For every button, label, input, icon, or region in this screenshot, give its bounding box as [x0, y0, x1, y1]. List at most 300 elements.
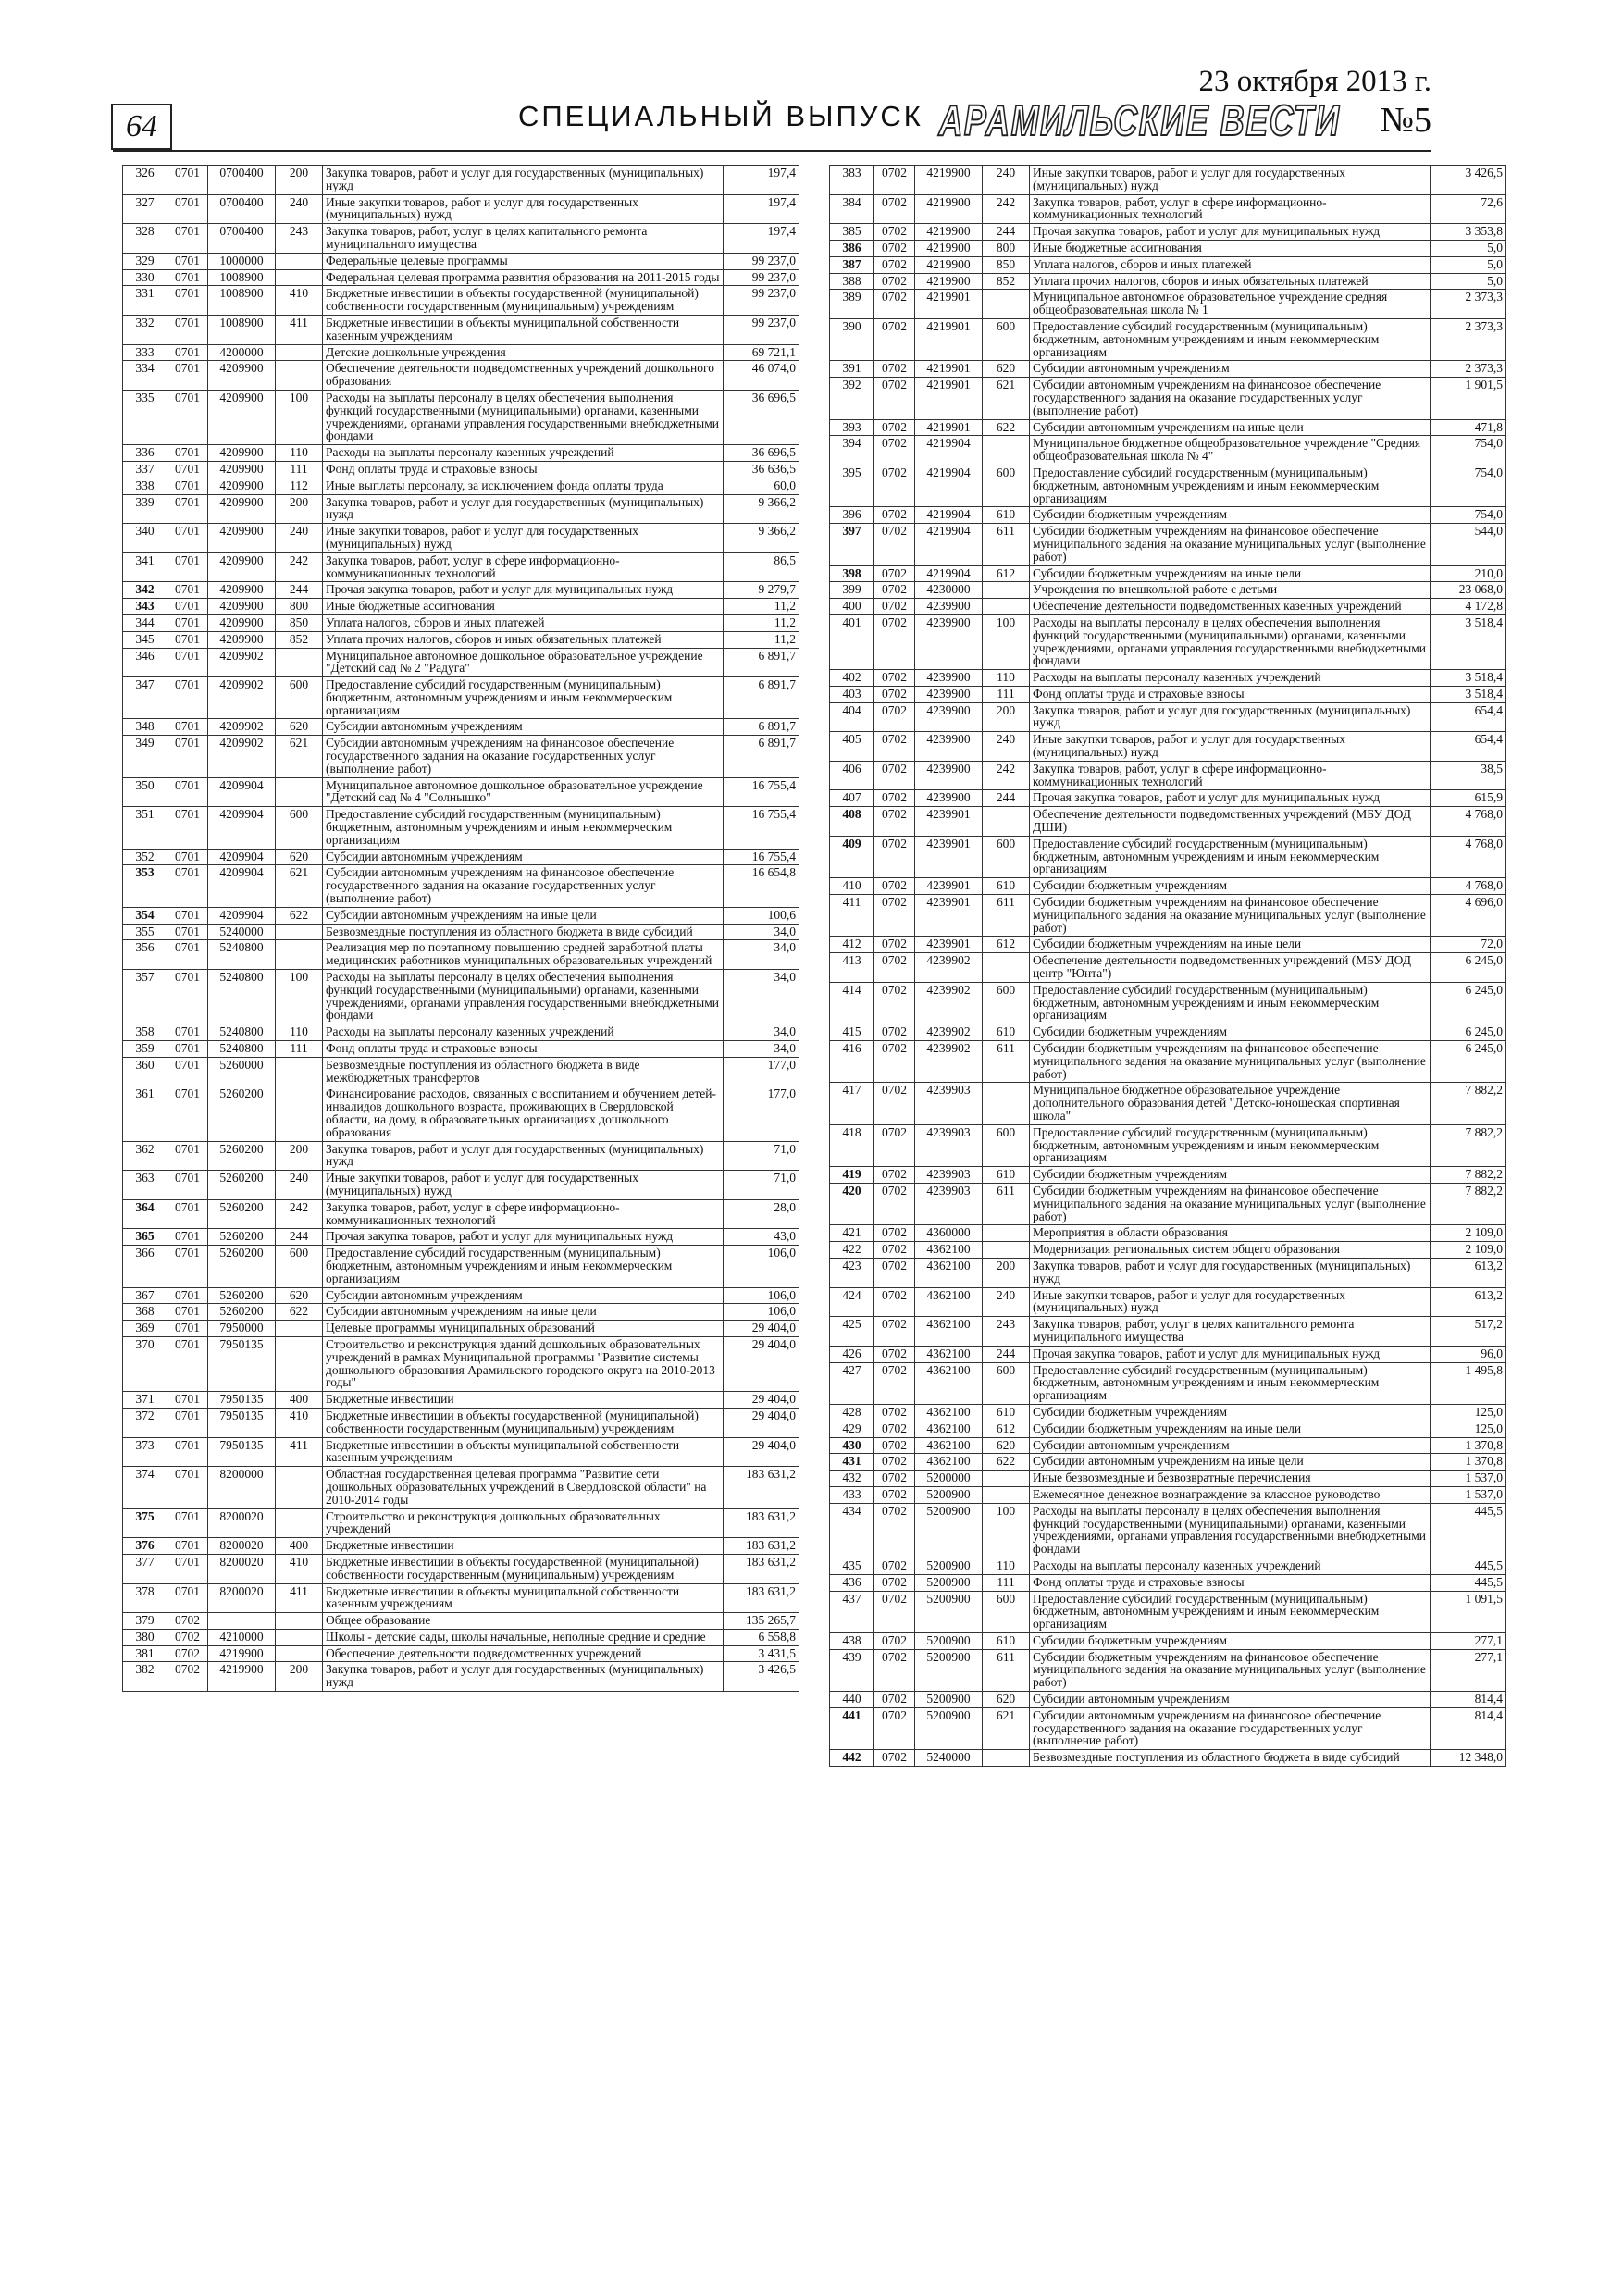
- section-code: 0702: [874, 1024, 915, 1041]
- target-code: 4239902: [915, 953, 983, 983]
- row-number: 438: [830, 1632, 874, 1649]
- row-number: 441: [830, 1707, 874, 1749]
- section-code: 0702: [874, 1486, 915, 1503]
- expense-name: Субсидии бюджетным учреждениям на иные цели: [1030, 937, 1431, 953]
- expense-type: 200: [276, 1662, 323, 1692]
- amount: 106,0: [724, 1304, 799, 1321]
- expense-type: 400: [276, 1538, 323, 1555]
- expense-name: Уплата прочих налогов, сборов и иных обязательных платежей: [323, 631, 724, 648]
- row-number: 362: [123, 1141, 167, 1171]
- section-code: 0702: [874, 1083, 915, 1124]
- expense-name: Субсидии бюджетным учреждениям: [1030, 1404, 1431, 1421]
- row-number: 433: [830, 1486, 874, 1503]
- amount: 99 237,0: [724, 253, 799, 269]
- expense-type: 200: [983, 1258, 1030, 1287]
- table-row: [123, 1508, 799, 1538]
- section-code: 0702: [874, 1041, 915, 1083]
- amount: 125,0: [1431, 1421, 1506, 1437]
- expense-type: [276, 1629, 323, 1645]
- table-row: [123, 648, 799, 677]
- table-row: [830, 290, 1506, 319]
- table-row: [830, 790, 1506, 807]
- target-code: 4219901: [915, 290, 983, 319]
- row-number: 380: [123, 1629, 167, 1645]
- amount: 5,0: [1431, 273, 1506, 290]
- section-code: 0701: [167, 1336, 208, 1391]
- target-code: 4209900: [208, 478, 276, 494]
- expense-type: [983, 807, 1030, 837]
- amount: 135 265,7: [724, 1613, 799, 1630]
- table-row: [123, 1024, 799, 1041]
- amount: 100,6: [724, 907, 799, 924]
- row-number: 416: [830, 1041, 874, 1083]
- row-number: 382: [123, 1662, 167, 1692]
- row-number: 427: [830, 1362, 874, 1404]
- expense-name: Иные закупки товаров, работ и услуг для государственных (муниципальных) нужд: [323, 524, 724, 553]
- table-row: [830, 1649, 1506, 1691]
- section-code: 0701: [167, 552, 208, 582]
- amount: 6 245,0: [1431, 953, 1506, 983]
- row-number: 417: [830, 1083, 874, 1124]
- section-code: 0702: [874, 836, 915, 877]
- table-row: [830, 1404, 1506, 1421]
- target-code: 4219900: [915, 166, 983, 195]
- expense-name: Обеспечение деятельности подведомственных учреждений дошкольного образования: [323, 361, 724, 391]
- amount: 11,2: [724, 599, 799, 615]
- expense-name: Обеспечение деятельности подведомственных учреждений (МБУ ДОД ДШИ): [1030, 807, 1431, 837]
- target-code: 4239902: [915, 982, 983, 1024]
- expense-name: Предоставление субсидий государственным (муниципальным) бюджетным, автономным учреждениям и иным некоммерческим организациям: [323, 807, 724, 849]
- expense-type: 800: [276, 599, 323, 615]
- row-number: 411: [830, 895, 874, 937]
- table-row: [123, 1287, 799, 1304]
- row-number: 357: [123, 970, 167, 1024]
- target-code: 5260200: [208, 1246, 276, 1287]
- target-code: 4219901: [915, 378, 983, 419]
- table-row: [830, 1024, 1506, 1041]
- expense-type: 240: [983, 1287, 1030, 1317]
- expense-type: 410: [276, 1554, 323, 1583]
- section-code: 0702: [874, 507, 915, 524]
- section-code: 0702: [874, 1287, 915, 1317]
- row-number: 406: [830, 761, 874, 790]
- expense-name: Субсидии бюджетным учреждениям на иные цели: [1030, 1421, 1431, 1437]
- row-number: 378: [123, 1583, 167, 1613]
- target-code: 5200900: [915, 1574, 983, 1591]
- target-code: 4219901: [915, 361, 983, 378]
- expense-type: 610: [983, 507, 1030, 524]
- table-row: [123, 865, 799, 907]
- expense-name: Целевые программы муниципальных образований: [323, 1321, 724, 1337]
- expense-name: Закупка товаров, работ, услуг в сфере информационно-коммуникационных технологий: [323, 1199, 724, 1229]
- expense-type: 243: [983, 1317, 1030, 1347]
- expense-name: Бюджетные инвестиции в объекты муниципальной собственности казенным учреждениям: [323, 315, 724, 344]
- expense-type: 611: [983, 524, 1030, 565]
- amount: 754,0: [1431, 436, 1506, 465]
- expense-name: Предоставление субсидий государственным (муниципальным) бюджетным, автономным учреждениям и иным некоммерческим организациям: [323, 1246, 724, 1287]
- expense-name: Закупка товаров, работ и услуг для государственных (муниципальных) нужд: [323, 494, 724, 524]
- amount: 23 068,0: [1431, 582, 1506, 599]
- expense-name: Субсидии автономным учреждениям: [323, 849, 724, 865]
- expense-type: 620: [983, 361, 1030, 378]
- target-code: 4219904: [915, 524, 983, 565]
- section-code: 0702: [874, 1404, 915, 1421]
- target-code: 8200020: [208, 1554, 276, 1583]
- expense-name: Финансирование расходов, связанных с воспитанием и обучением детей-инвалидов дошкольного возраста, проживающих в Свердловской области, на дому, в образовательных организациях дошкольного образования: [323, 1086, 724, 1141]
- amount: 754,0: [1431, 465, 1506, 506]
- target-code: 4239900: [915, 790, 983, 807]
- section-code: 0702: [874, 1225, 915, 1242]
- section-code: 0702: [874, 761, 915, 790]
- amount: 2 109,0: [1431, 1242, 1506, 1259]
- expense-name: Закупка товаров, работ и услуг для государственных (муниципальных) нужд: [323, 1662, 724, 1692]
- table-row: [123, 1467, 799, 1508]
- row-number: 421: [830, 1225, 874, 1242]
- expense-type: 111: [983, 686, 1030, 702]
- table-row: [123, 461, 799, 478]
- target-code: 4209904: [208, 777, 276, 807]
- table-row: [123, 599, 799, 615]
- expense-name: Обеспечение деятельности подведомственных учреждений (МБУ ДОД центр "Юнта"): [1030, 953, 1431, 983]
- table-row: [830, 1362, 1506, 1404]
- target-code: 5200900: [915, 1649, 983, 1691]
- expense-type: 621: [276, 865, 323, 907]
- target-code: 8200020: [208, 1583, 276, 1613]
- row-number: 347: [123, 677, 167, 719]
- row-number: 376: [123, 1538, 167, 1555]
- expense-type: 100: [276, 390, 323, 444]
- target-code: 4219901: [915, 419, 983, 436]
- expense-name: Уплата прочих налогов, сборов и иных обязательных платежей: [1030, 273, 1431, 290]
- target-code: 4209900: [208, 361, 276, 391]
- row-number: 387: [830, 256, 874, 273]
- expense-name: Субсидии бюджетным учреждениям на финансовое обеспечение муниципального задания на оказание муниципальных услуг (выполнение работ): [1030, 1183, 1431, 1224]
- section-code: 0702: [874, 582, 915, 599]
- row-number: 331: [123, 286, 167, 316]
- section-code: 0702: [874, 878, 915, 895]
- row-number: 390: [830, 318, 874, 360]
- row-number: 329: [123, 253, 167, 269]
- table-row: [830, 1346, 1506, 1362]
- row-number: 400: [830, 599, 874, 615]
- expense-type: [983, 599, 1030, 615]
- table-row: [123, 1321, 799, 1337]
- expense-type: [276, 924, 323, 940]
- expense-type: 611: [983, 1183, 1030, 1224]
- amount: 177,0: [724, 1057, 799, 1086]
- section-code: 0701: [167, 582, 208, 599]
- table-row: [123, 807, 799, 849]
- expense-name: Субсидии автономным учреждениям: [1030, 1437, 1431, 1454]
- target-code: 4209900: [208, 494, 276, 524]
- target-code: 4239903: [915, 1167, 983, 1184]
- expense-type: 620: [276, 849, 323, 865]
- expense-type: [276, 1336, 323, 1391]
- target-code: 4209900: [208, 614, 276, 631]
- target-code: 4209900: [208, 582, 276, 599]
- table-row: [123, 1041, 799, 1058]
- table-row: [123, 907, 799, 924]
- section-code: 0701: [167, 1508, 208, 1538]
- row-number: 343: [123, 599, 167, 615]
- expense-type: [983, 1750, 1030, 1767]
- section-code: 0701: [167, 614, 208, 631]
- expense-name: Фонд оплаты труда и страховые взносы: [323, 1041, 724, 1058]
- amount: 615,9: [1431, 790, 1506, 807]
- expense-name: Прочая закупка товаров, работ и услуг для муниципальных нужд: [323, 582, 724, 599]
- amount: 11,2: [724, 631, 799, 648]
- expense-name: Модернизация региональных систем общего образования: [1030, 1242, 1431, 1259]
- amount: 3 518,4: [1431, 670, 1506, 687]
- table-row: [830, 1167, 1506, 1184]
- section-title: СПЕЦИАЛЬНЫЙ ВЫПУСК: [518, 100, 923, 132]
- expense-type: 100: [983, 614, 1030, 669]
- row-number: 404: [830, 702, 874, 732]
- table-row: [123, 552, 799, 582]
- target-code: 4209904: [208, 865, 276, 907]
- table-row: [830, 878, 1506, 895]
- table-row: [123, 344, 799, 361]
- table-row: [830, 761, 1506, 790]
- section-code: 0701: [167, 194, 208, 224]
- row-number: 409: [830, 836, 874, 877]
- amount: 544,0: [1431, 524, 1506, 565]
- table-row: [830, 1258, 1506, 1287]
- section-code: 0701: [167, 1467, 208, 1508]
- expense-type: 600: [983, 465, 1030, 506]
- section-code: 0701: [167, 1229, 208, 1246]
- amount: 60,0: [724, 478, 799, 494]
- section-code: 0701: [167, 1437, 208, 1467]
- target-code: 5240800: [208, 940, 276, 970]
- expense-name: Иные выплаты персоналу, за исключением фонда оплаты труда: [323, 478, 724, 494]
- expense-name: Общее образование: [323, 1613, 724, 1630]
- section-code: 0702: [874, 1167, 915, 1184]
- row-number: 385: [830, 224, 874, 241]
- amount: 3 518,4: [1431, 614, 1506, 669]
- section-code: 0702: [874, 807, 915, 837]
- expense-type: 620: [983, 1437, 1030, 1454]
- expense-name: Федеральные целевые программы: [323, 253, 724, 269]
- target-code: [208, 1613, 276, 1630]
- table-row: [123, 1662, 799, 1692]
- expense-name: Субсидии автономным учреждениям на финансовое обеспечение государственного задания на оказание государственных услуг (выполнение работ): [323, 865, 724, 907]
- expense-type: [276, 1321, 323, 1337]
- row-number: 373: [123, 1437, 167, 1467]
- table-row: [123, 1554, 799, 1583]
- target-code: 0700400: [208, 166, 276, 195]
- target-code: 1008900: [208, 286, 276, 316]
- target-code: 4209904: [208, 849, 276, 865]
- amount: 9 366,2: [724, 524, 799, 553]
- amount: 471,8: [1431, 419, 1506, 436]
- expense-type: [983, 1225, 1030, 1242]
- expense-type: 244: [276, 1229, 323, 1246]
- amount: 99 237,0: [724, 286, 799, 316]
- expense-name: Бюджетные инвестиции: [323, 1392, 724, 1409]
- expense-name: Областная государственная целевая программа "Развитие сети дошкольных образовательных учреждений в Свердловской области" на 2010-2014 годы: [323, 1467, 724, 1508]
- target-code: 5260200: [208, 1229, 276, 1246]
- issue-number: №5: [1380, 101, 1431, 140]
- row-number: 434: [830, 1503, 874, 1558]
- row-number: 383: [830, 166, 874, 195]
- expense-type: [276, 1508, 323, 1538]
- row-number: 408: [830, 807, 874, 837]
- expense-type: 852: [983, 273, 1030, 290]
- table-row: [123, 1141, 799, 1171]
- expense-type: [276, 1086, 323, 1141]
- expense-name: Субсидии бюджетным учреждениям: [1030, 1632, 1431, 1649]
- amount: 3 518,4: [1431, 686, 1506, 702]
- row-number: 353: [123, 865, 167, 907]
- section-code: 0702: [874, 524, 915, 565]
- target-code: 5240000: [915, 1750, 983, 1767]
- table-row: [123, 1645, 799, 1662]
- target-code: 4209900: [208, 631, 276, 648]
- expense-type: 200: [276, 166, 323, 195]
- target-code: 4209904: [208, 907, 276, 924]
- table-row: [830, 1454, 1506, 1471]
- expense-type: 622: [276, 1304, 323, 1321]
- target-code: 4239903: [915, 1124, 983, 1166]
- table-row: [830, 256, 1506, 273]
- section-code: 0702: [874, 224, 915, 241]
- table-row: [830, 614, 1506, 669]
- row-number: 326: [123, 166, 167, 195]
- row-number: 338: [123, 478, 167, 494]
- row-number: 354: [123, 907, 167, 924]
- expense-type: 240: [276, 524, 323, 553]
- section-code: 0701: [167, 736, 208, 777]
- amount: 7 882,2: [1431, 1183, 1506, 1224]
- section-code: 0701: [167, 1538, 208, 1555]
- table-row: [123, 1229, 799, 1246]
- table-row: [830, 1750, 1506, 1767]
- expense-name: Муниципальное бюджетное образовательное учреждение дополнительного образования детей "Детско-юношеская спортивная школа": [1030, 1083, 1431, 1124]
- section-code: 0702: [874, 1558, 915, 1574]
- expense-name: Иные бюджетные ассигнования: [323, 599, 724, 615]
- expense-name: Субсидии автономным учреждениям на финансовое обеспечение государственного задания на оказание государственных услуг (выполнение работ): [1030, 378, 1431, 419]
- expense-name: Субсидии автономным учреждениям на иные цели: [1030, 1454, 1431, 1471]
- amount: 1 370,8: [1431, 1437, 1506, 1454]
- amount: 29 404,0: [724, 1321, 799, 1337]
- expense-type: 200: [983, 702, 1030, 732]
- row-number: 424: [830, 1287, 874, 1317]
- amount: 445,5: [1431, 1558, 1506, 1574]
- amount: 177,0: [724, 1086, 799, 1141]
- table-row: [830, 982, 1506, 1024]
- table-row: [123, 677, 799, 719]
- issue-date: 23 октября 2013 г.: [1198, 65, 1431, 98]
- section-code: 0701: [167, 224, 208, 254]
- expense-type: 600: [983, 1362, 1030, 1404]
- target-code: 4239900: [915, 686, 983, 702]
- amount: 183 631,2: [724, 1467, 799, 1508]
- table-row: [830, 895, 1506, 937]
- row-number: 333: [123, 344, 167, 361]
- target-code: 4239900: [915, 702, 983, 732]
- amount: 34,0: [724, 970, 799, 1024]
- amount: 69 721,1: [724, 344, 799, 361]
- table-row: [830, 836, 1506, 877]
- table-row: [830, 1083, 1506, 1124]
- row-number: 407: [830, 790, 874, 807]
- expense-name: Реализация мер по поэтапному повышению средней заработной платы медицинских работников муниципальных образовательных учреждений: [323, 940, 724, 970]
- table-row: [123, 582, 799, 599]
- expense-name: Муниципальное автономное дошкольное образовательное учреждение "Детский сад № 4 "Солнышко": [323, 777, 724, 807]
- row-number: 440: [830, 1692, 874, 1708]
- expense-type: 610: [983, 1632, 1030, 1649]
- expense-name: Предоставление субсидий государственным (муниципальным) бюджетным, автономным учреждениям и иным некоммерческим организациям: [1030, 318, 1431, 360]
- expense-name: Закупка товаров, работ, услуг в сфере информационно-коммуникационных технологий: [1030, 761, 1431, 790]
- expense-type: 411: [276, 315, 323, 344]
- table-row: [830, 419, 1506, 436]
- expense-name: Предоставление субсидий государственным (муниципальным) бюджетным, автономным учреждениям и иным некоммерческим организациям: [1030, 1362, 1431, 1404]
- section-code: 0701: [167, 970, 208, 1024]
- target-code: 4209900: [208, 524, 276, 553]
- section-code: 0701: [167, 865, 208, 907]
- amount: 9 366,2: [724, 494, 799, 524]
- target-code: 4209900: [208, 552, 276, 582]
- expense-name: Расходы на выплаты персоналу казенных учреждений: [323, 445, 724, 462]
- row-number: 332: [123, 315, 167, 344]
- target-code: 4219900: [208, 1645, 276, 1662]
- table-row: [123, 253, 799, 269]
- expense-type: 110: [983, 670, 1030, 687]
- expense-name: Закупка товаров, работ, услуг в сфере информационно-коммуникационных технологий: [323, 552, 724, 582]
- amount: 6 245,0: [1431, 982, 1506, 1024]
- section-code: 0702: [874, 1454, 915, 1471]
- target-code: 4239900: [915, 732, 983, 762]
- expense-type: 612: [983, 937, 1030, 953]
- expense-type: 410: [276, 286, 323, 316]
- section-code: 0702: [874, 290, 915, 319]
- section-code: 0702: [874, 686, 915, 702]
- row-number: 350: [123, 777, 167, 807]
- expense-type: 800: [983, 240, 1030, 256]
- target-code: 1000000: [208, 253, 276, 269]
- row-number: 352: [123, 849, 167, 865]
- section-code: 0701: [167, 849, 208, 865]
- target-code: 4209902: [208, 719, 276, 736]
- expense-name: Субсидии автономным учреждениям на финансовое обеспечение государственного задания на оказание государственных услуг (выполнение работ): [1030, 1707, 1431, 1749]
- amount: 106,0: [724, 1287, 799, 1304]
- row-number: 429: [830, 1421, 874, 1437]
- expense-name: Субсидии автономным учреждениям на иные цели: [323, 907, 724, 924]
- amount: 7 882,2: [1431, 1124, 1506, 1166]
- expense-name: Ежемесячное денежное вознаграждение за классное руководство: [1030, 1486, 1431, 1503]
- amount: 7 882,2: [1431, 1083, 1506, 1124]
- table-row: [830, 1183, 1506, 1224]
- expense-type: 600: [983, 836, 1030, 877]
- table-row: [123, 478, 799, 494]
- expense-type: [983, 436, 1030, 465]
- expense-type: 611: [983, 895, 1030, 937]
- table-row: [123, 631, 799, 648]
- expense-name: Субсидии автономным учреждениям: [1030, 1692, 1431, 1708]
- row-number: 418: [830, 1124, 874, 1166]
- newspaper-title: АРАМИЛЬСКИЕ ВЕСТИ: [938, 96, 1341, 144]
- expense-type: 200: [276, 1141, 323, 1171]
- row-number: 422: [830, 1242, 874, 1259]
- section-code: 0701: [167, 1408, 208, 1437]
- expense-type: 240: [276, 1171, 323, 1200]
- expense-name: Субсидии бюджетным учреждениям на финансовое обеспечение муниципального задания на оказание муниципальных услуг (выполнение работ): [1030, 1041, 1431, 1083]
- target-code: 4362100: [915, 1404, 983, 1421]
- target-code: 4200000: [208, 344, 276, 361]
- expense-type: 600: [983, 982, 1030, 1024]
- row-number: 363: [123, 1171, 167, 1200]
